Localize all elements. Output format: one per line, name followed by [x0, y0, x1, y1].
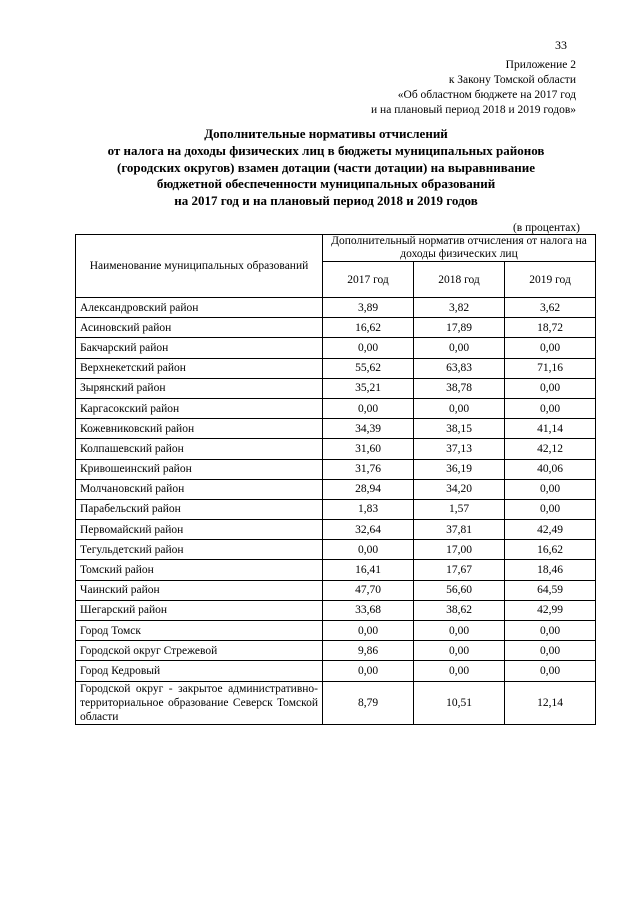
value-2017-cell: 16,41 — [323, 560, 414, 580]
municipality-name-cell: Томский район — [76, 560, 323, 580]
table-row — [76, 358, 596, 378]
header-year-2019: 2019 год — [505, 262, 596, 298]
value-2018-cell: 34,20 — [414, 479, 505, 499]
table-row — [76, 600, 596, 620]
municipality-name-cell: Колпашевский район — [76, 439, 323, 459]
value-2019-cell: 40,06 — [505, 459, 596, 479]
value-2018-cell: 17,67 — [414, 560, 505, 580]
value-2019-cell: 42,12 — [505, 439, 596, 459]
appendix-line: Приложение 2 — [505, 59, 576, 71]
value-2018-cell: 0,00 — [414, 338, 505, 358]
municipality-name-cell: Тегульдетский район — [76, 540, 323, 560]
value-2017-cell: 0,00 — [323, 338, 414, 358]
value-2018-cell: 0,00 — [414, 621, 505, 641]
table-row — [76, 641, 596, 661]
value-2019-cell: 18,46 — [505, 560, 596, 580]
municipality-name-cell: Верхнекетский район — [76, 358, 323, 378]
value-2019-cell: 0,00 — [505, 338, 596, 358]
table-row — [76, 479, 596, 499]
municipality-name-cell: Зырянский район — [76, 378, 323, 398]
table-row — [76, 621, 596, 641]
value-2019-cell: 41,14 — [505, 419, 596, 439]
value-2019-cell: 0,00 — [505, 378, 596, 398]
value-2018-cell: 3,82 — [414, 298, 505, 318]
table-row — [76, 499, 596, 519]
value-2019-cell: 0,00 — [505, 398, 596, 418]
title-line: от налога на доходы физических лиц в бюджеты муниципальных районов — [107, 142, 545, 158]
value-2019-cell: 16,62 — [505, 540, 596, 560]
value-2017-cell: 31,60 — [323, 439, 414, 459]
municipality-name-cell: Городской округ - закрытое административно-территориальное образование Северск Томской области — [76, 681, 323, 724]
header-municipality: Наименование муниципальных образований — [76, 235, 323, 298]
municipality-name-cell: Город Томск — [76, 621, 323, 641]
table-row — [76, 580, 596, 600]
value-2017-cell: 55,62 — [323, 358, 414, 378]
value-2019-cell: 0,00 — [505, 479, 596, 499]
value-2018-cell: 0,00 — [414, 641, 505, 661]
title-line: (городских округов) взамен дотации (части дотации) на выравнивание — [117, 159, 535, 175]
table-row — [76, 439, 596, 459]
value-2019-cell: 0,00 — [505, 499, 596, 519]
municipality-name-cell: Кривошеинский район — [76, 459, 323, 479]
appendix-reference — [246, 58, 576, 118]
value-2018-cell: 56,60 — [414, 580, 505, 600]
page-number: 33 — [555, 38, 567, 52]
table-row — [76, 520, 596, 540]
header-norm-group: Дополнительный норматив отчисления от налога на доходы физических лиц — [323, 235, 596, 262]
municipality-name-cell: Парабельский район — [76, 499, 323, 519]
value-2018-cell: 10,51 — [414, 681, 505, 724]
value-2018-cell: 37,13 — [414, 439, 505, 459]
norms-table — [75, 234, 596, 725]
table-row — [76, 459, 596, 479]
municipality-name-cell: Александровский район — [76, 298, 323, 318]
value-2019-cell: 12,14 — [505, 681, 596, 724]
title-line: Дополнительные нормативы отчислений — [204, 126, 448, 141]
value-2018-cell: 38,15 — [414, 419, 505, 439]
value-2017-cell: 0,00 — [323, 661, 414, 681]
value-2018-cell: 63,83 — [414, 358, 505, 378]
table-row — [76, 661, 596, 681]
table-row — [76, 398, 596, 418]
header-year-2017: 2017 год — [323, 262, 414, 298]
value-2017-cell: 33,68 — [323, 600, 414, 620]
table-row — [76, 681, 596, 724]
municipality-name-cell: Первомайский район — [76, 520, 323, 540]
municipality-name-cell: Чаинский район — [76, 580, 323, 600]
value-2018-cell: 38,78 — [414, 378, 505, 398]
value-2018-cell: 0,00 — [414, 398, 505, 418]
table-row — [76, 540, 596, 560]
value-2019-cell: 64,59 — [505, 580, 596, 600]
table-row — [76, 560, 596, 580]
value-2019-cell: 3,62 — [505, 298, 596, 318]
value-2017-cell: 1,83 — [323, 499, 414, 519]
municipality-name-cell: Город Кедровый — [76, 661, 323, 681]
title-line: на 2017 год и на плановый период 2018 и 2019 годов — [174, 193, 478, 209]
value-2018-cell: 38,62 — [414, 600, 505, 620]
table-row — [76, 298, 596, 318]
value-2017-cell: 47,70 — [323, 580, 414, 600]
municipality-name-cell: Городской округ Стрежевой — [76, 641, 323, 661]
municipality-name-cell: Кожевниковский район — [76, 419, 323, 439]
value-2017-cell: 35,21 — [323, 378, 414, 398]
value-2017-cell: 34,39 — [323, 419, 414, 439]
appendix-line: и на плановый период 2018 и 2019 годов» — [371, 104, 576, 116]
value-2019-cell: 18,72 — [505, 318, 596, 338]
value-2017-cell: 0,00 — [323, 621, 414, 641]
title-line: бюджетной обеспеченности муниципальных образований — [156, 176, 496, 192]
value-2018-cell: 17,00 — [414, 540, 505, 560]
value-2019-cell: 0,00 — [505, 661, 596, 681]
value-2019-cell: 71,16 — [505, 358, 596, 378]
units-note: (в процентах) — [512, 222, 580, 234]
value-2017-cell: 9,86 — [323, 641, 414, 661]
value-2017-cell: 8,79 — [323, 681, 414, 724]
value-2017-cell: 0,00 — [323, 540, 414, 560]
municipality-name-cell: Асиновский район — [76, 318, 323, 338]
table-row — [76, 338, 596, 358]
table-row — [76, 378, 596, 398]
value-2017-cell: 28,94 — [323, 479, 414, 499]
value-2017-cell: 31,76 — [323, 459, 414, 479]
table-body — [76, 298, 596, 725]
value-2017-cell: 3,89 — [323, 298, 414, 318]
municipality-name-cell: Каргасокский район — [76, 398, 323, 418]
value-2017-cell: 32,64 — [323, 520, 414, 540]
appendix-line: «Об областном бюджете на 2017 год — [397, 89, 576, 101]
municipality-name-cell: Молчановский район — [76, 479, 323, 499]
value-2018-cell: 17,89 — [414, 318, 505, 338]
value-2018-cell: 1,57 — [414, 499, 505, 519]
value-2018-cell: 0,00 — [414, 661, 505, 681]
table-row — [76, 419, 596, 439]
value-2017-cell: 16,62 — [323, 318, 414, 338]
municipality-name-cell: Бакчарский район — [76, 338, 323, 358]
header-year-2018: 2018 год — [414, 262, 505, 298]
value-2018-cell: 37,81 — [414, 520, 505, 540]
value-2017-cell: 0,00 — [323, 398, 414, 418]
appendix-line: к Закону Томской области — [448, 74, 576, 86]
value-2018-cell: 36,19 — [414, 459, 505, 479]
value-2019-cell: 0,00 — [505, 621, 596, 641]
document-title — [60, 126, 592, 210]
value-2019-cell: 42,99 — [505, 600, 596, 620]
municipality-name-cell: Шегарский район — [76, 600, 323, 620]
value-2019-cell: 42,49 — [505, 520, 596, 540]
table-row — [76, 318, 596, 338]
value-2019-cell: 0,00 — [505, 641, 596, 661]
